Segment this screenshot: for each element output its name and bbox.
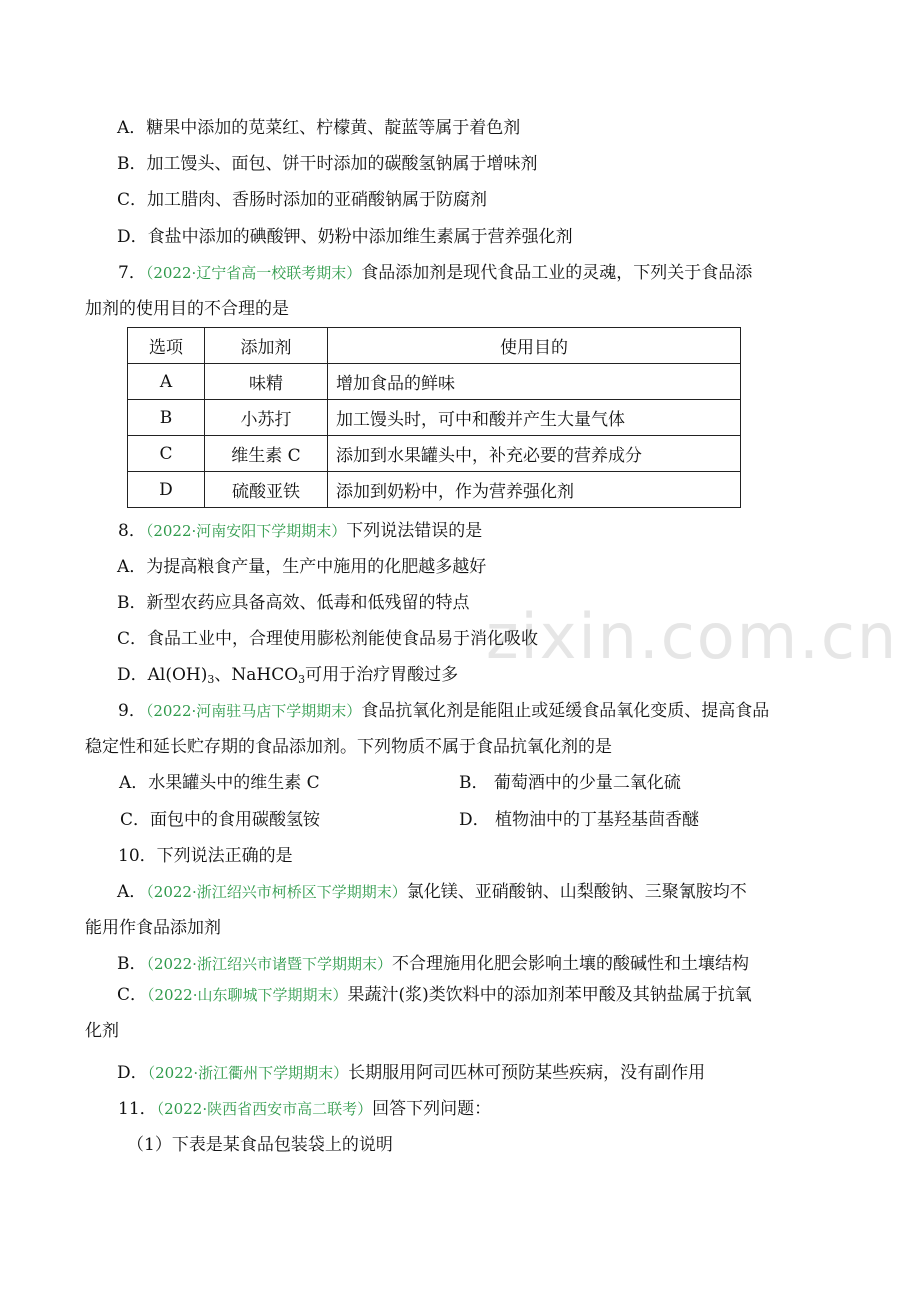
q9-stem-line1 [118, 700, 769, 722]
q10-option-a-line1 [117, 881, 747, 903]
q8-option-d-text: 可用于治疗胃酸过多 [305, 665, 459, 685]
q7-source: （2022·辽宁省高一校联考期末） [145, 264, 362, 282]
q10-option-d-label: D． [117, 1063, 148, 1083]
q9-number: 9． [118, 701, 146, 721]
q10-option-b-text: 不合理施用化肥会影响土壤的酸碱性和土壤结构 [391, 954, 749, 974]
q10-option-d [117, 1062, 705, 1084]
table-cell-purpose: 添加到水果罐头中，补充必要的营养成分 [328, 436, 741, 472]
q8-source: （2022·河南安阳下学期期末） [145, 522, 347, 540]
q7-table [127, 327, 741, 508]
q9-stem-text: 食品抗氧化剂是能阻止或延缓食品氧化变质、提高食品 [361, 701, 770, 721]
q10-option-c-label: C． [117, 985, 148, 1005]
q7-stem-text: 食品添加剂是现代食品工业的灵魂，下列关于食品添 [361, 263, 753, 283]
q9-option-a: A．水果罐头中的维生素 C [119, 773, 320, 793]
formula-aloh3: D．Al(OH) [117, 665, 208, 685]
q8-stem [118, 520, 482, 542]
table-cell-additive: 味精 [205, 364, 328, 400]
q10-option-c-line1 [117, 984, 752, 1006]
q10-option-b [117, 953, 749, 975]
q10-option-b-label: B． [117, 954, 147, 974]
table-row [128, 472, 741, 508]
q9-stem-line2: 稳定性和延长贮存期的食品添加剂。下列物质不属于食品抗氧化剂的是 [85, 737, 612, 757]
q11-stem-text: 回答下列问题： [372, 1099, 492, 1119]
table-header-row [128, 328, 741, 364]
q8-option-d [117, 664, 458, 691]
table-header-purpose: 使用目的 [328, 328, 741, 364]
q10-option-a-source: （2022·浙江绍兴市柯桥区下学期期末） [146, 883, 407, 901]
table-cell-purpose: 加工馒头时，可中和酸并产生大量气体 [328, 400, 741, 436]
table-row [128, 364, 741, 400]
q11-source: （2022·陕西省西安市高二联考） [156, 1100, 373, 1118]
q11-number: 11． [118, 1099, 157, 1119]
q8-number: 8． [118, 521, 146, 541]
q8-option-b: B．新型农药应具备高效、低毒和低残留的特点 [117, 593, 470, 613]
q11-sub1: （1）下表是某食品包装袋上的说明 [127, 1135, 393, 1155]
q11-stem [118, 1098, 491, 1120]
q8-stem-text: 下列说法错误的是 [346, 521, 483, 541]
q10-option-a-label: A． [117, 882, 147, 902]
q10-option-c-source: （2022·山东聊城下学期期末） [147, 986, 348, 1004]
q6-option-c: C．加工腊肉、香肠时添加的亚硝酸钠属于防腐剂 [117, 190, 488, 210]
q10-option-d-source: （2022·浙江衢州下学期期末） [147, 1064, 349, 1082]
subscript: 3 [298, 673, 306, 686]
q9-option-b: B． 葡萄酒中的少量二氧化硫 [459, 773, 681, 793]
q10-option-c-text: 果蔬汁(浆)类饮料中的添加剂苯甲酸及其钠盐属于抗氧 [347, 985, 752, 1005]
q9-option-d: D． 植物油中的丁基羟基茴香醚 [459, 810, 700, 830]
q7-stem-line2: 加剂的使用目的不合理的是 [85, 299, 289, 319]
table-cell-option: D [128, 472, 205, 508]
q7-number: 7． [118, 263, 146, 283]
q10-option-b-source: （2022·浙江绍兴市诸暨下学期期末） [146, 955, 392, 973]
q10-option-a-line2: 能用作食品添加剂 [85, 918, 221, 938]
table-cell-purpose: 添加到奶粉中，作为营养强化剂 [328, 472, 741, 508]
subscript: 3 [207, 673, 215, 686]
table-row [128, 400, 741, 436]
table-cell-additive: 维生素 C [205, 436, 328, 472]
q10-option-c-line2: 化剂 [85, 1021, 119, 1041]
table-cell-additive: 小苏打 [205, 400, 328, 436]
table-row [128, 436, 741, 472]
table-cell-option: C [128, 436, 205, 472]
table-cell-purpose: 增加食品的鲜味 [328, 364, 741, 400]
formula-nahco3: 、NaHCO [214, 665, 299, 685]
q9-source: （2022·河南驻马店下学期期末） [145, 702, 362, 720]
q10-option-d-text: 长期服用阿司匹林可预防某些疾病，没有副作用 [348, 1063, 706, 1083]
table-header-option: 选项 [128, 328, 205, 364]
watermark: zixin.com.cn [486, 600, 899, 673]
q9-option-c: C．面包中的食用碳酸氢铵 [120, 810, 321, 830]
q6-option-d: D．食盐中添加的碘酸钾、奶粉中添加维生素属于营养强化剂 [117, 227, 573, 247]
table-cell-additive: 硫酸亚铁 [205, 472, 328, 508]
q8-option-a: A．为提高粮食产量，生产中施用的化肥越多越好 [117, 557, 487, 577]
q10-stem: 10．下列说法正确的是 [118, 846, 293, 866]
q10-option-a-text: 氯化镁、亚硝酸钠、山梨酸钠、三聚氰胺均不 [406, 882, 747, 902]
table-header-additive: 添加剂 [205, 328, 328, 364]
q6-option-b: B．加工馒头、面包、饼干时添加的碳酸氢钠属于增味剂 [117, 154, 538, 174]
q6-option-a: A．糖果中添加的苋菜红、柠檬黄、靛蓝等属于着色剂 [117, 118, 521, 138]
table-cell-option: A [128, 364, 205, 400]
table-cell-option: B [128, 400, 205, 436]
q8-option-c: C．食品工业中，合理使用膨松剂能使食品易于消化吸收 [117, 629, 539, 649]
q7-stem-line1 [118, 262, 752, 284]
